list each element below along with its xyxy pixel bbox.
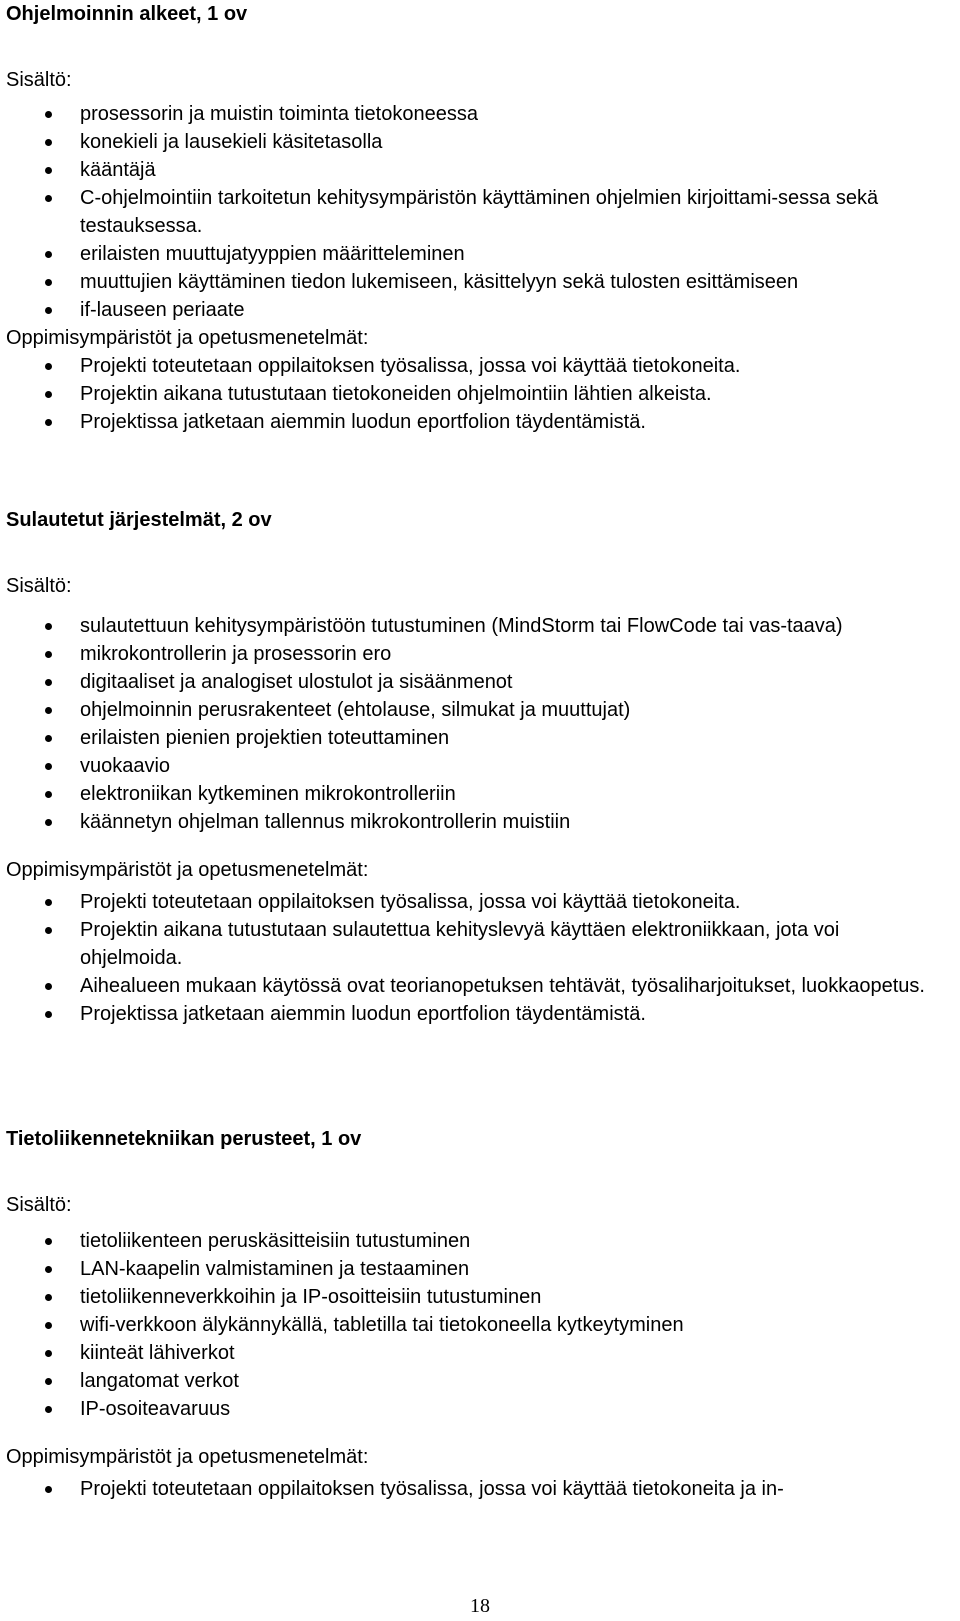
methods-list <box>6 1475 940 1503</box>
section-ohjelmoinnin-alkeet <box>6 0 940 436</box>
list-item: elektroniikan kytkeminen mikrokontrolleriin <box>6 780 940 808</box>
list-item: Projekti toteutetaan oppilaitoksen työsalissa, jossa voi käyttää tietokoneita ja in- <box>6 1475 940 1503</box>
list-item: Projektin aikana tutustutaan tietokoneiden ohjelmointiin lähtien alkeista. <box>6 380 940 408</box>
list-item: erilaisten pienien projektien toteuttaminen <box>6 724 940 752</box>
methods-list <box>6 352 940 436</box>
list-item: muuttujien käyttäminen tiedon lukemiseen, käsittelyyn sekä tulosten esittämiseen <box>6 268 940 296</box>
list-item: erilaisten muuttujatyyppien määritteleminen <box>6 240 940 268</box>
methods-label: Oppimisympäristöt ja opetusmenetelmät: <box>6 1446 369 1468</box>
list-item: tietoliikenneverkkoihin ja IP-osoitteisiin tutustuminen <box>6 1283 940 1311</box>
section-title: Tietoliikennetekniikan perusteet, 1 ov <box>6 1128 362 1150</box>
list-item: C-ohjelmointiin tarkoitetun kehitysympäristön käyttäminen ohjelmien kirjoittami-sessa sekä testauksessa. <box>6 184 940 240</box>
methods-list <box>6 888 940 1028</box>
list-item: kiinteät lähiverkot <box>6 1339 940 1367</box>
content-label: Sisältö: <box>6 1194 72 1216</box>
list-item: Projekti toteutetaan oppilaitoksen työsalissa, jossa voi käyttää tietokoneita. <box>6 352 940 380</box>
list-item: langatomat verkot <box>6 1367 940 1395</box>
list-item: digitaaliset ja analogiset ulostulot ja sisäänmenot <box>6 668 940 696</box>
list-item: Projektin aikana tutustutaan sulautettua kehityslevyä käyttäen elektroniikkaan, jota voi ohjelmoida. <box>6 916 940 972</box>
list-item: sulautettuun kehitysympäristöön tutustuminen (MindStorm tai FlowCode tai vas-taava) <box>6 612 940 640</box>
section-sulautetut-jarjestelmat <box>6 506 940 1028</box>
content-list <box>6 612 940 836</box>
list-item: Projektissa jatketaan aiemmin luodun eportfolion täydentämistä. <box>6 1000 940 1028</box>
list-item: if-lauseen periaate <box>6 296 940 324</box>
list-item: vuokaavio <box>6 752 940 780</box>
page-number: 18 <box>470 1595 490 1617</box>
list-item: konekieli ja lausekieli käsitetasolla <box>6 128 940 156</box>
list-item: käännetyn ohjelman tallennus mikrokontrollerin muistiin <box>6 808 940 836</box>
section-title: Ohjelmoinnin alkeet, 1 ov <box>6 3 248 25</box>
methods-label: Oppimisympäristöt ja opetusmenetelmät: <box>6 859 369 881</box>
section-title: Sulautetut järjestelmät, 2 ov <box>6 509 272 531</box>
list-item: kääntäjä <box>6 156 940 184</box>
list-item: prosessorin ja muistin toiminta tietokoneessa <box>6 100 940 128</box>
list-item: wifi-verkkoon älykännykällä, tabletilla tai tietokoneella kytkeytyminen <box>6 1311 940 1339</box>
section-tietoliikennetekniikan-perusteet <box>6 1125 940 1503</box>
list-item: LAN-kaapelin valmistaminen ja testaaminen <box>6 1255 940 1283</box>
list-item: Projekti toteutetaan oppilaitoksen työsalissa, jossa voi käyttää tietokoneita. <box>6 888 940 916</box>
content-list <box>6 100 940 324</box>
list-item: tietoliikenteen peruskäsitteisiin tutustuminen <box>6 1227 940 1255</box>
list-item: IP-osoiteavaruus <box>6 1395 940 1423</box>
methods-label: Oppimisympäristöt ja opetusmenetelmät: <box>6 327 369 349</box>
list-item: Aihealueen mukaan käytössä ovat teorianopetuksen tehtävät, työsaliharjoitukset, luokkaopetus. <box>6 972 940 1000</box>
list-item: mikrokontrollerin ja prosessorin ero <box>6 640 940 668</box>
list-item: Projektissa jatketaan aiemmin luodun eportfolion täydentämistä. <box>6 408 940 436</box>
content-list <box>6 1227 940 1423</box>
content-label: Sisältö: <box>6 575 72 597</box>
content-label: Sisältö: <box>6 69 72 91</box>
list-item: ohjelmoinnin perusrakenteet (ehtolause, silmukat ja muuttujat) <box>6 696 940 724</box>
